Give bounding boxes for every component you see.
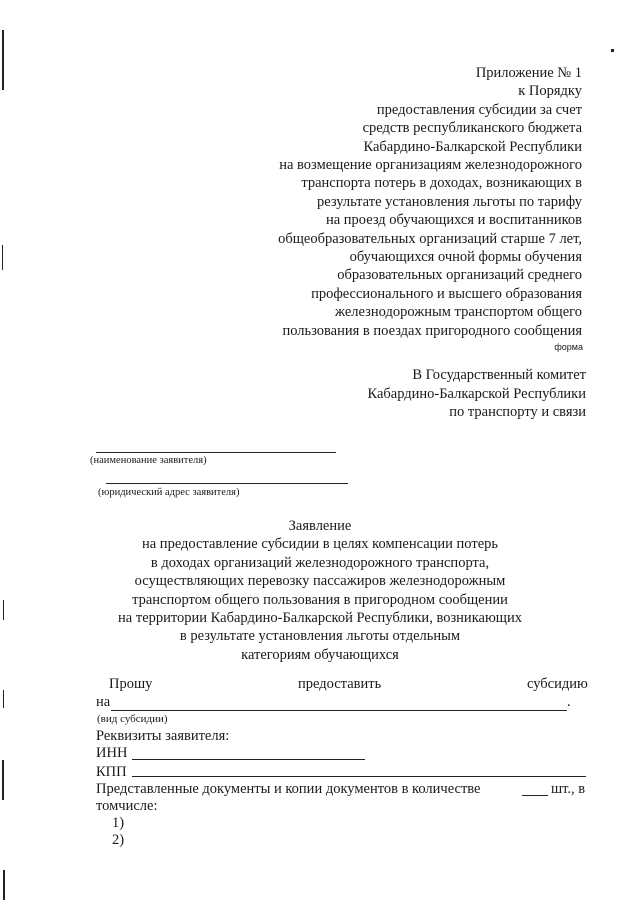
- appendix-line: средств республиканского бюджета: [362, 120, 582, 137]
- statement-line: в результате установления льготы отдельным: [179, 628, 461, 645]
- documents-unit: шт., в: [551, 781, 586, 797]
- statement-line: категориям обучающихся: [241, 646, 399, 663]
- scan-edge-mark: [3, 870, 5, 900]
- applicant-name-line: [96, 452, 336, 453]
- addressee-line: В Государственный комитет: [412, 367, 586, 383]
- inn-label: ИНН: [96, 745, 128, 761]
- request-word: субсидию: [527, 676, 588, 692]
- documents-count-field[interactable]: [522, 795, 548, 796]
- appendix-line: образовательных организаций среднего: [337, 267, 582, 284]
- appendix-line: предоставления субсидии за счет: [376, 101, 582, 118]
- requisites-label: Реквизиты заявителя:: [96, 728, 230, 744]
- kpp-label: КПП: [96, 764, 127, 780]
- scan-edge-mark: [2, 30, 4, 90]
- documents-text: Представленные документы и копии документов в количестве: [96, 781, 481, 797]
- scan-dot: [611, 49, 614, 52]
- form-label: форма: [554, 342, 583, 352]
- appendix-line: профессионального и высшего образования: [311, 285, 582, 302]
- appendix-header: [202, 64, 582, 340]
- appendix-line: на возмещение организациям железнодорожного: [279, 157, 582, 174]
- appendix-line: Приложение № 1: [475, 65, 582, 81]
- appendix-line: на проезд обучающихся и воспитанников: [325, 212, 582, 229]
- subsidy-type-caption: (вид субсидии): [97, 713, 168, 725]
- appendix-line: к Порядку: [518, 83, 582, 100]
- appendix-line: Кабардино-Балкарской Республики: [363, 138, 582, 155]
- list-item-2: 2): [112, 832, 125, 848]
- appendix-line: железнодорожным транспортом общего: [335, 304, 582, 321]
- including-label: томчисле:: [96, 798, 158, 814]
- applicant-address-line: [106, 483, 348, 484]
- scan-edge-mark: [3, 690, 4, 708]
- request-word: Прошу: [109, 676, 153, 692]
- statement-line: осуществляющих перевозку пассажиров железнодорожным: [134, 573, 506, 590]
- appendix-line: обучающихся очной формы обучения: [349, 249, 582, 266]
- kpp-field[interactable]: [132, 776, 586, 777]
- statement-line: на территории Кабардино-Балкарской Республики, возникающих: [118, 610, 522, 627]
- statement-title: Заявление: [288, 518, 352, 534]
- appendix-line: общеобразовательных организаций старше 7 лет,: [278, 230, 582, 247]
- addressee-block: [266, 366, 586, 422]
- statement-line: в доходах организаций железнодорожного транспорта,: [150, 554, 490, 571]
- scan-edge-mark: [3, 600, 4, 620]
- subsidy-type-field[interactable]: [111, 710, 567, 711]
- list-item-1: 1): [112, 815, 125, 831]
- request-word: предоставить: [298, 676, 382, 692]
- scan-edge-mark: [2, 245, 3, 270]
- addressee-line: по транспорту и связи: [449, 404, 586, 420]
- addressee-line: Кабардино-Балкарской Республики: [367, 385, 586, 402]
- statement-line: на предоставление субсидии в целях компенсации потерь: [141, 536, 499, 553]
- na-label: на: [96, 694, 111, 710]
- applicant-name-caption: (наименование заявителя): [90, 455, 207, 466]
- appendix-line: транспорта потерь в доходах, возникающих в: [301, 175, 582, 192]
- appendix-line: пользования в поездах пригородного сообщения: [282, 322, 582, 339]
- statement-line: транспортом общего пользования в пригородном сообщении: [132, 591, 508, 608]
- scan-edge-mark: [2, 760, 4, 800]
- appendix-line: результате установления льготы по тарифу: [316, 193, 582, 210]
- applicant-address-caption: (юридический адрес заявителя): [98, 487, 240, 498]
- statement-title-block: [100, 517, 540, 664]
- inn-field[interactable]: [132, 759, 365, 760]
- line-end-period: .: [567, 694, 571, 710]
